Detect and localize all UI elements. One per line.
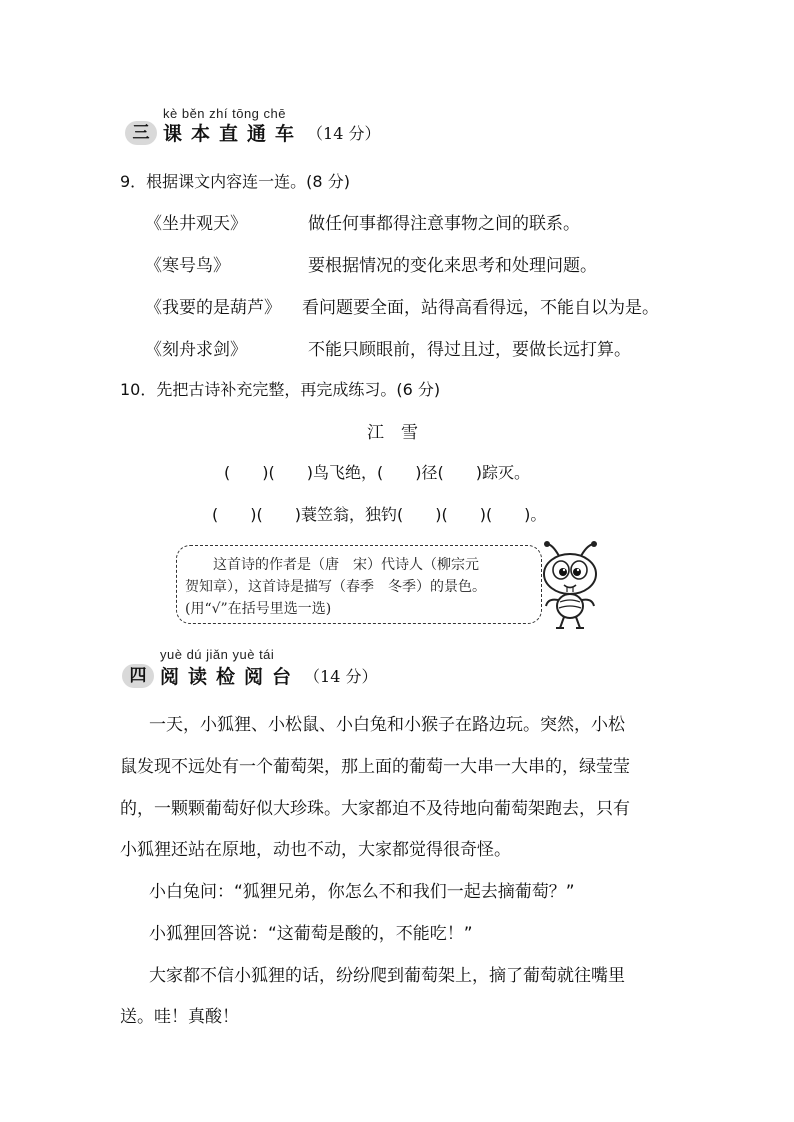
reading-line-8: 送。哇！真酸！: [120, 1007, 239, 1027]
note-line-2: 贺知章），这首诗是描写（春季 冬季）的景色。: [185, 579, 486, 595]
q9-left-1: 《坐井观天》: [145, 214, 247, 234]
section4-header: [122, 662, 377, 689]
section3-title: 课本直通车: [163, 123, 304, 145]
q9-right-4: 不能只顾眼前，得过且过，要做长远打算。: [308, 340, 631, 360]
section3-score: （14 分）: [307, 124, 381, 143]
reading-line-6: 小狐狸回答说：“这葡萄是酸的，不能吃！”: [149, 924, 473, 944]
reading-line-1: 一天，小狐狸、小松鼠、小白兔和小猴子在路边玩。突然，小松: [149, 715, 625, 735]
note-line-1: 这首诗的作者是（唐 宋）代诗人（柳宗元: [213, 557, 479, 573]
section4-score: （14 分）: [304, 667, 378, 686]
reading-line-5: 小白兔问：“狐狸兄弟，你怎么不和我们一起去摘葡萄？”: [149, 882, 575, 902]
note-box: [176, 545, 542, 624]
section4-title: 阅读检阅台: [160, 666, 301, 688]
reading-line-7: 大家都不信小狐狸的话，纷纷爬到葡萄架上，摘了葡萄就往嘴里: [149, 966, 625, 986]
q9-right-2: 要根据情况的变化来思考和处理问题。: [308, 256, 597, 276]
section4-badge: 四: [122, 664, 154, 688]
ant-mascot-icon: [536, 540, 608, 632]
section3-badge: 三: [125, 121, 157, 145]
section3-header: [125, 119, 380, 146]
q10-stem: 10．先把古诗补充完整，再完成练习。(6 分): [120, 380, 441, 399]
poem-title: 江 雪: [367, 423, 418, 443]
q9-right-1: 做任何事都得注意事物之间的联系。: [308, 214, 580, 234]
q9-left-4: 《刻舟求剑》: [145, 340, 247, 360]
q9-stem: 9．根据课文内容连一连。(8 分): [120, 172, 350, 191]
reading-line-2: 鼠发现不远处有一个葡萄架，那上面的葡萄一大串一大串的，绿莹莹: [120, 757, 630, 777]
note-line-3: (用“√”在括号里选一选): [185, 601, 332, 617]
section4-pinyin: yuè dú jiǎn yuè tái: [160, 647, 275, 662]
poem-line-2: ( )( )蓑笠翁，独钓( )( )( )。: [212, 505, 547, 524]
q9-left-3: 《我要的是葫芦》: [145, 298, 281, 318]
q9-right-3: 看问题要全面，站得高看得远，不能自以为是。: [302, 298, 659, 318]
section3-pinyin: kè běn zhí tōng chē: [163, 106, 286, 121]
reading-line-3: 的，一颗颗葡萄好似大珍珠。大家都迫不及待地向葡萄架跑去，只有: [120, 799, 630, 819]
poem-line-1: ( )( )鸟飞绝，( )径( )踪灭。: [224, 463, 530, 482]
q9-left-2: 《寒号鸟》: [145, 256, 230, 276]
reading-line-4: 小狐狸还站在原地，动也不动，大家都觉得很奇怪。: [120, 840, 511, 860]
